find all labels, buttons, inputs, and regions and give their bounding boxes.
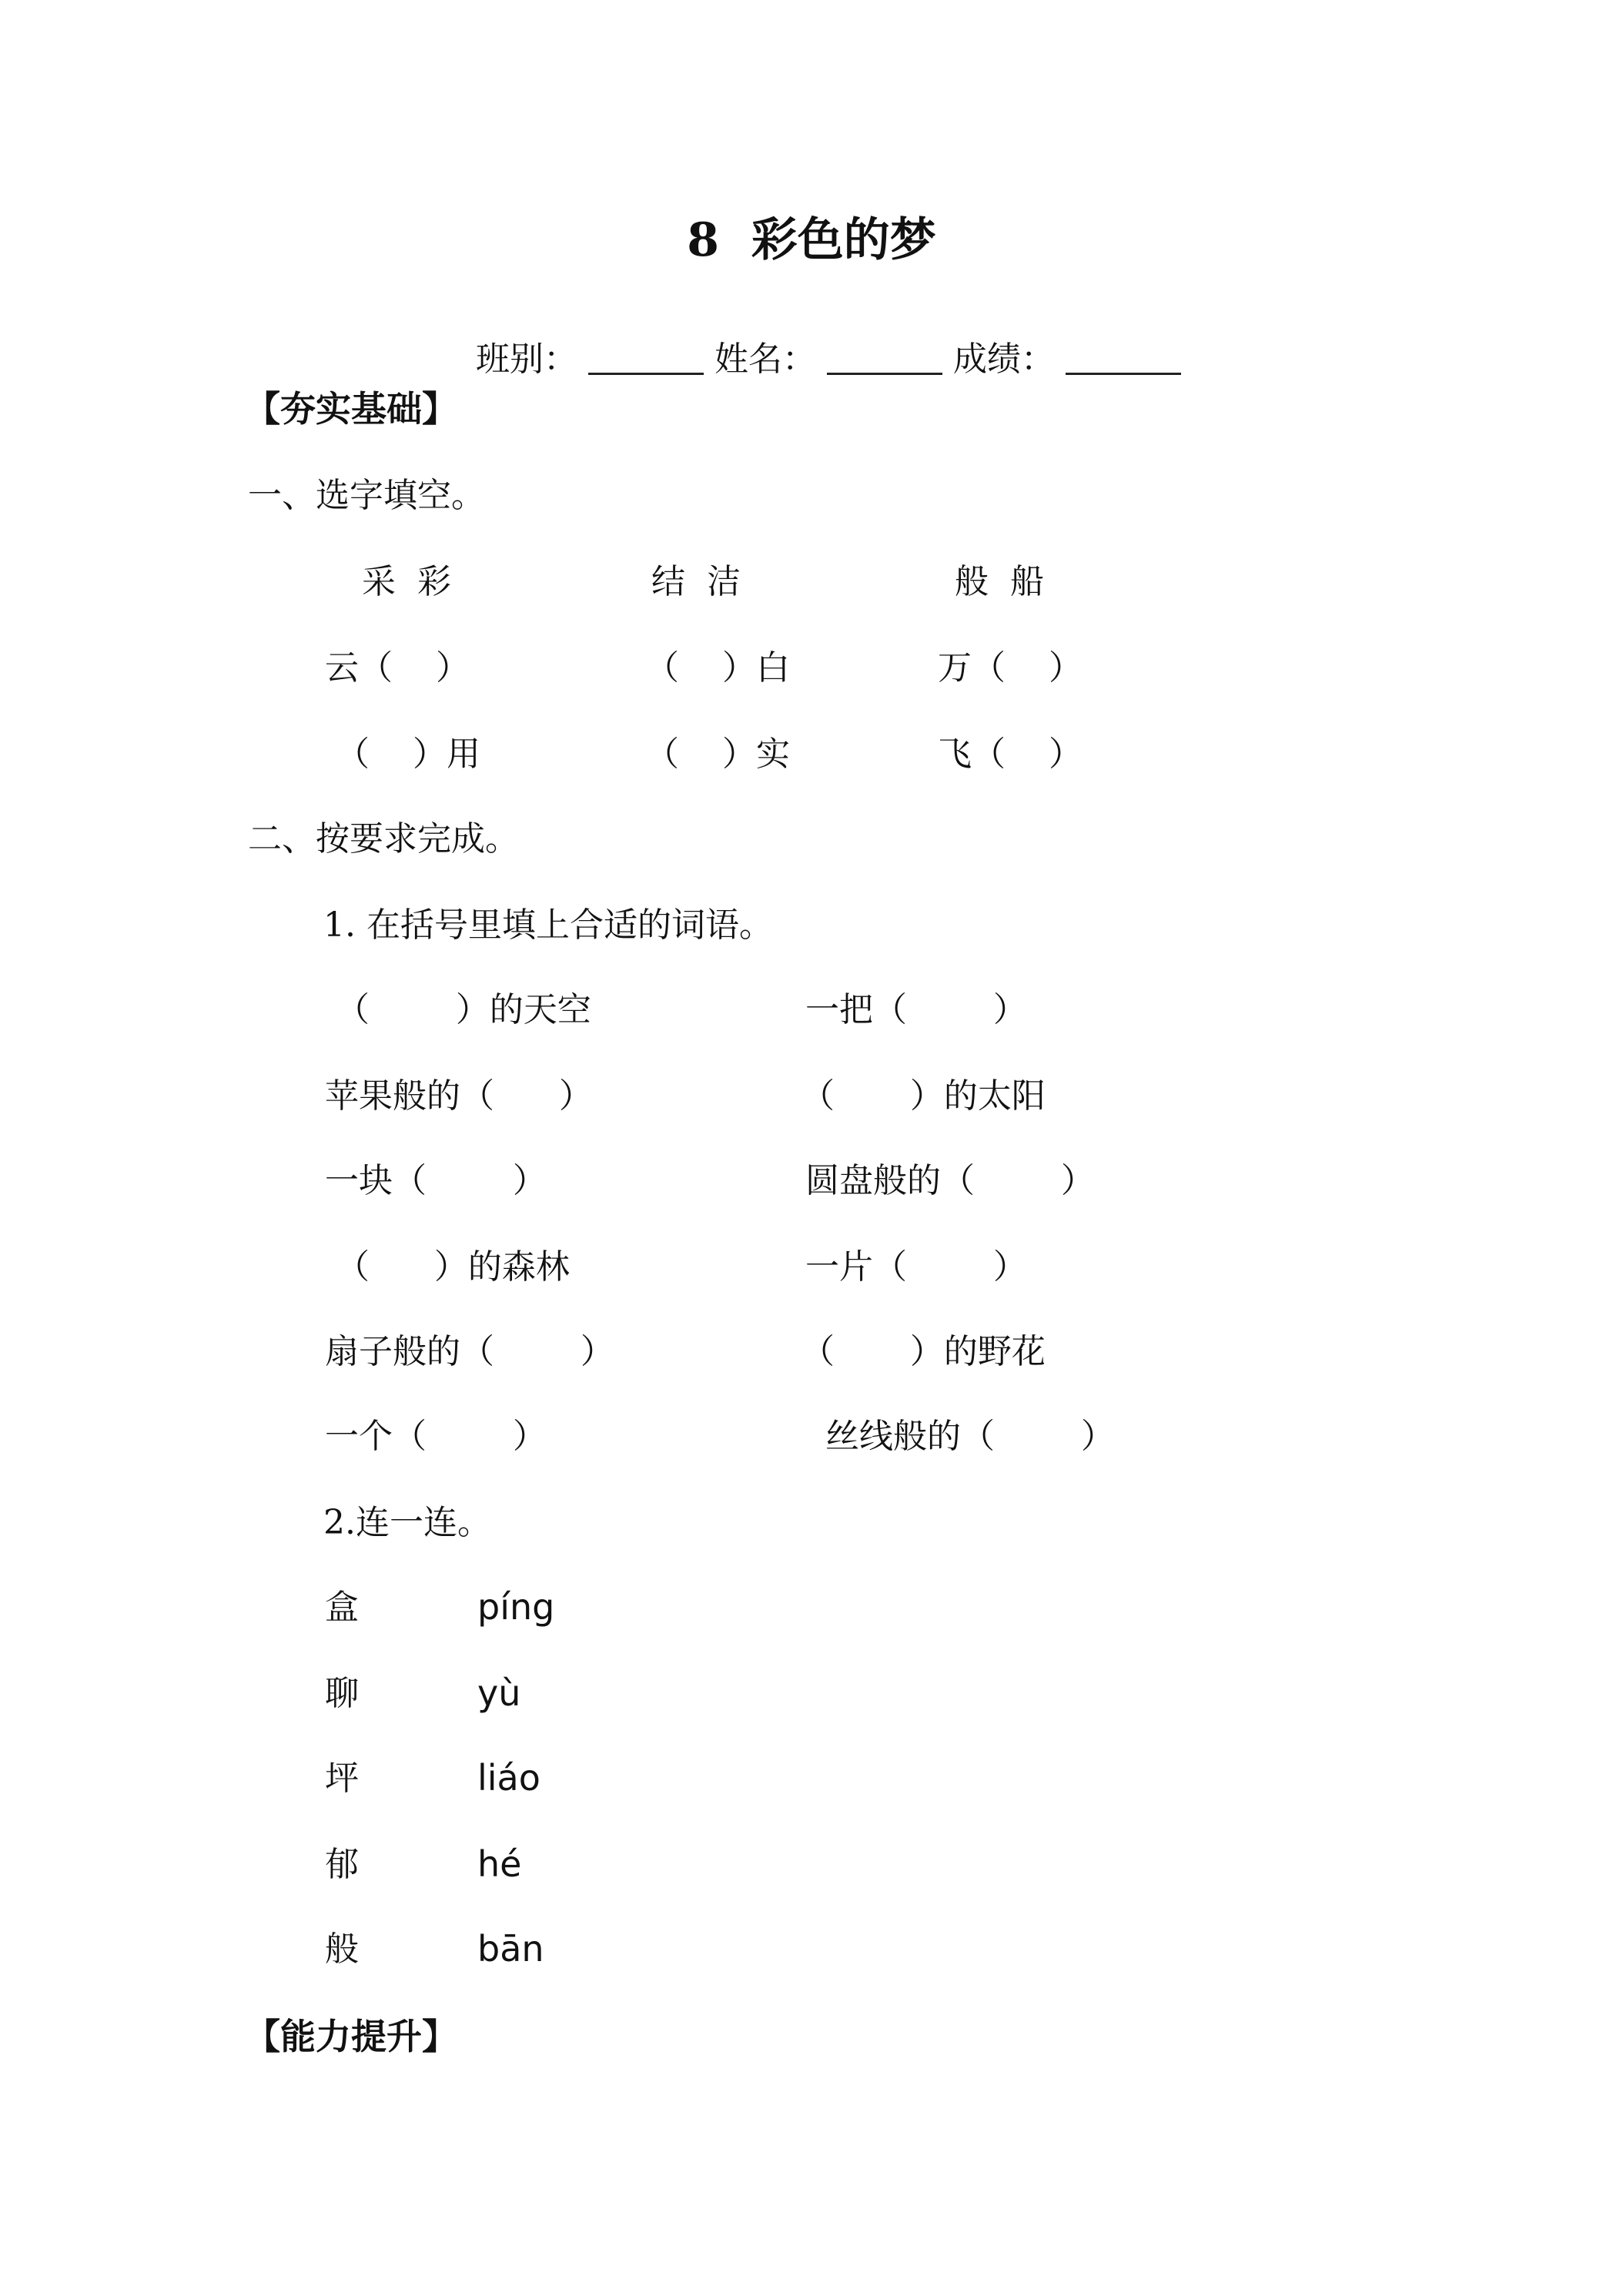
match-char-5[interactable]: 般 xyxy=(325,1930,359,1969)
char-group-2: 结 洁 xyxy=(651,562,741,601)
word-blank-5a[interactable]: 扇子般的（ ） xyxy=(325,1332,614,1371)
match-pinyin-3[interactable]: liáo xyxy=(477,1757,540,1799)
page-title: 8 彩色的梦 xyxy=(687,213,936,267)
match-pinyin-1[interactable]: píng xyxy=(477,1586,555,1628)
word-blank-6a[interactable]: 一个（ ） xyxy=(325,1417,547,1456)
word-blank-6b[interactable]: 丝线般的（ ） xyxy=(825,1417,1115,1456)
score-blank[interactable] xyxy=(1066,342,1181,375)
section-heading-basics: 【夯实基础】 xyxy=(245,388,457,430)
word-blank-2b[interactable]: （ ）的太阳 xyxy=(801,1076,1046,1116)
match-char-4[interactable]: 郁 xyxy=(325,1845,359,1884)
name-label: 姓名： xyxy=(714,340,816,379)
match-pinyin-2[interactable]: yù xyxy=(477,1672,521,1714)
match-pinyin-4[interactable]: hé xyxy=(477,1843,522,1885)
class-blank[interactable] xyxy=(588,342,704,375)
word-blank-1b[interactable]: 一把（ ） xyxy=(805,990,1027,1029)
section-heading-advanced: 【能力提升】 xyxy=(245,2016,457,2057)
fill-blank-1-2[interactable]: （ ）白 xyxy=(645,648,790,688)
word-blank-3b[interactable]: 圆盘般的（ ） xyxy=(805,1161,1095,1200)
info-line xyxy=(454,308,1192,377)
word-blank-5b[interactable]: （ ）的野花 xyxy=(801,1332,1046,1371)
fill-blank-1-3[interactable]: 万（ ） xyxy=(938,648,1083,688)
class-label: 班别： xyxy=(475,340,577,379)
fill-blank-1-1[interactable]: 云（ ） xyxy=(325,648,470,688)
fill-blank-2-2[interactable]: （ ）实 xyxy=(645,735,790,774)
word-blank-4a[interactable]: （ ）的森林 xyxy=(336,1247,570,1287)
question-2-2-instruction: 2.连一连。 xyxy=(323,1503,491,1542)
score-label: 成绩： xyxy=(952,340,1055,379)
question-2-1-instruction: 1. 在括号里填上合适的词语。 xyxy=(323,905,773,945)
match-char-3[interactable]: 坪 xyxy=(325,1759,359,1798)
match-char-2[interactable]: 聊 xyxy=(325,1674,359,1713)
name-blank[interactable] xyxy=(827,342,942,375)
word-blank-2a[interactable]: 苹果般的（ ） xyxy=(325,1076,593,1116)
word-blank-4b[interactable]: 一片（ ） xyxy=(805,1247,1027,1287)
question-2-heading: 二、按要求完成。 xyxy=(248,819,519,858)
match-pinyin-5[interactable]: bān xyxy=(477,1928,544,1970)
match-char-1[interactable]: 盒 xyxy=(325,1588,359,1627)
question-1-heading: 一、选字填空。 xyxy=(248,476,485,515)
fill-blank-2-3[interactable]: 飞（ ） xyxy=(938,735,1083,774)
fill-blank-2-1[interactable]: （ ）用 xyxy=(336,735,480,774)
char-group-3: 般 船 xyxy=(955,562,1044,601)
char-group-1: 采 彩 xyxy=(362,562,451,601)
word-blank-1a[interactable]: （ ）的天空 xyxy=(336,990,591,1029)
word-blank-3a[interactable]: 一块（ ） xyxy=(325,1161,547,1200)
